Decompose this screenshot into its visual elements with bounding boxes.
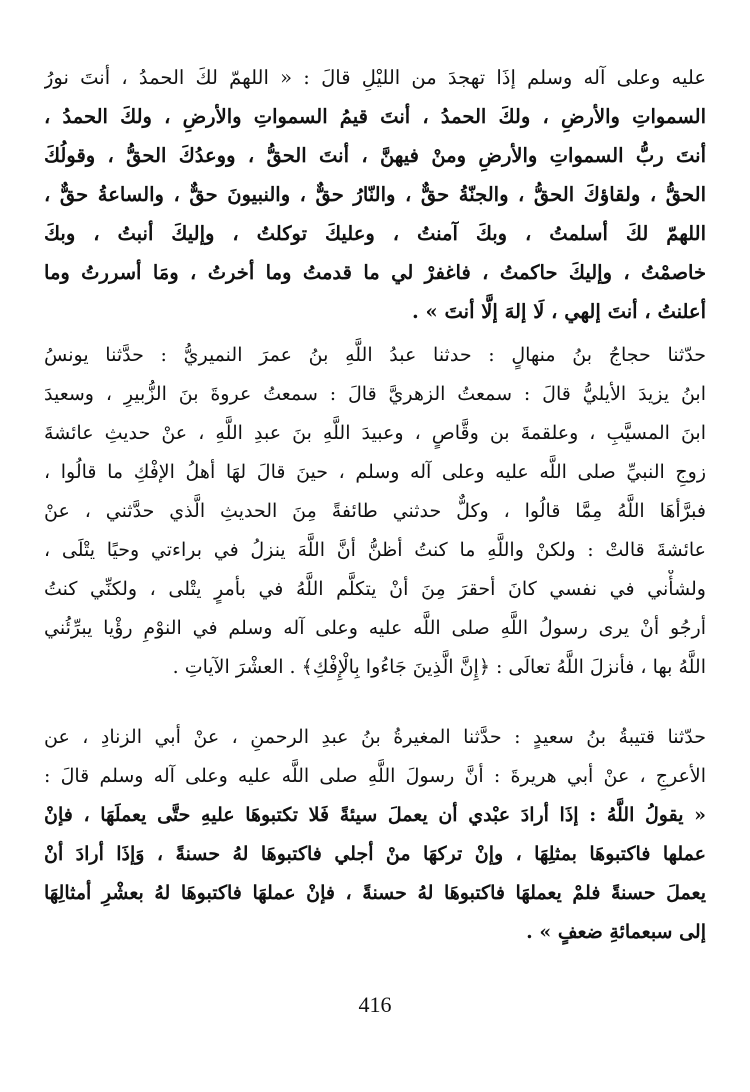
text-line: ولشأْني في نفسي كانَ أحقرَ مِنَ أنْ يتكلَّم اللَّهُ في بأمرٍ يتْلى ، ولكنِّي كنتُ	[44, 578, 706, 600]
text-line: السمواتِ والأرضِ ، ولكَ الحمدُ ، أنتَ قيمُ السمواتِ والأرضِ ، ولكَ الحمدُ ،	[44, 105, 706, 128]
text-line: خاصمْتُ ، وإليكَ حاكمتُ ، فاغفرْ لي ما قدمتُ وما أخرتُ ، ومَا أسررتُ وما	[44, 261, 706, 284]
text-line: عملها فاكتبوهَا بمثلِهَا ، وإنْ تركهَا منْ أجلي فاكتبوهَا لهُ حسنةً ، وَإذَا أرادَ أنْ	[44, 843, 706, 865]
page-number: 416	[358, 992, 392, 1017]
text-line: « يقولُ اللَّهُ : إذَا أرادَ عبْدي أن يعملَ سيئةً فَلا تكتبوهَا عليهِ حتَّى يعملَهَا ، فإنْ	[44, 804, 706, 826]
text-line: أنتَ ربُّ السمواتِ والأرضِ ومنْ فيهنَّ ، أنتَ الحقُّ ، ووعدُكَ الحقُّ ، وقولُكَ	[44, 144, 706, 167]
text-line: أعلنتُ ، أنتَ إلهي ، لَا إلهَ إلَّا أنتَ » .	[411, 300, 706, 323]
text-line: الحقُّ ، ولقاؤكَ الحقُّ ، والجنّةُ حقٌّ ، والنّارُ حقٌّ ، والنبيونَ حقٌّ ، والساعةُ حقٌّ ،	[44, 183, 706, 206]
text-line: أرجُو أنْ يرى رسولُ اللَّهِ صلى اللَّه عليه وعلى آله وسلم في النوْمِ رؤْيا يبرِّئُني	[44, 617, 706, 639]
text-line: إلى سبعمائةِ ضعفٍ » .	[526, 921, 706, 943]
text-line: فبرَّأهَا اللَّهُ مِمَّا قالُوا ، وكلٌّ حدثني طائفةً مِنَ الحديثِ الَّذي حدَّثني ، عنْ	[44, 500, 706, 522]
paragraph-hadith-ifk	[44, 336, 706, 687]
paragraph-hadith-prayer	[44, 58, 706, 331]
text-line: حدّثنا حجاجُ بنُ منهالٍ : حدثنا عبدُ اللَّهِ بنُ عمرَ النميريُّ : حدَّثنا يونسُ	[44, 344, 706, 366]
paragraph-hadith-deeds	[44, 718, 706, 952]
text-line: ابنُ يزيدَ الأيليُّ قالَ : سمعتُ الزهريَّ قالَ : سمعتُ عروةَ بنَ الزُّبيرِ ، وسعيدَ	[44, 383, 706, 405]
text-line: يعملَ حسنةً فلمْ يعملهَا فاكتبوهَا لهُ حسنةً ، فإنْ عملهَا فاكتبوهَا لهُ بعشْرِ أمثالِهَا	[44, 882, 706, 904]
text-line: اللَّهُ بها ، فأنزلَ اللَّهُ تعالَى : ﴿إِنَّ الَّذِينَ جَاءُوا بِالْإِفْكِ﴾ . العشْرَ الآياتِ .	[172, 656, 706, 678]
text-line: ابنَ المسيَّبِ ، وعلقمةَ بن وقَّاصٍ ، وعبيدَ اللَّهِ بنَ عبدِ اللَّهِ ، عنْ حديثِ عائشةَ	[44, 422, 706, 444]
text-line: عليه وعلى آله وسلم إذَا تهجدَ من الليْلِ قالَ : « اللهمّ لكَ الحمدُ ، أنتَ نورُ	[44, 66, 706, 89]
text-line: حدّثنا قتيبةُ بنُ سعيدٍ : حدَّثنا المغيرةُ بنُ عبدِ الرحمنِ ، عنْ أبي الزنادِ ، عن	[44, 726, 706, 748]
text-line: اللهمّ لكَ أسلمتُ ، وبكَ آمنتُ ، وعليكَ توكلتُ ، وإليكَ أنبتُ ، وبكَ	[44, 222, 706, 245]
text-line: الأعرجِ ، عنْ أبي هريرةَ : أنَّ رسولَ اللَّهِ صلى اللَّه عليه وعلى آله وسلم قالَ :	[44, 765, 706, 787]
text-line: زوجِ النبيِّ صلى اللَّه عليه وعلى آله وسلم ، حينَ قالَ لهَا أهلُ الإفْكِ ما قالُوا ،	[44, 461, 706, 483]
text-line: عائشةَ قالتْ : ولكنْ واللَّهِ ما كنتُ أظنُّ أنَّ اللَّهَ ينزلُ في براءتي وحيًا يتْلَى ،	[44, 539, 706, 561]
